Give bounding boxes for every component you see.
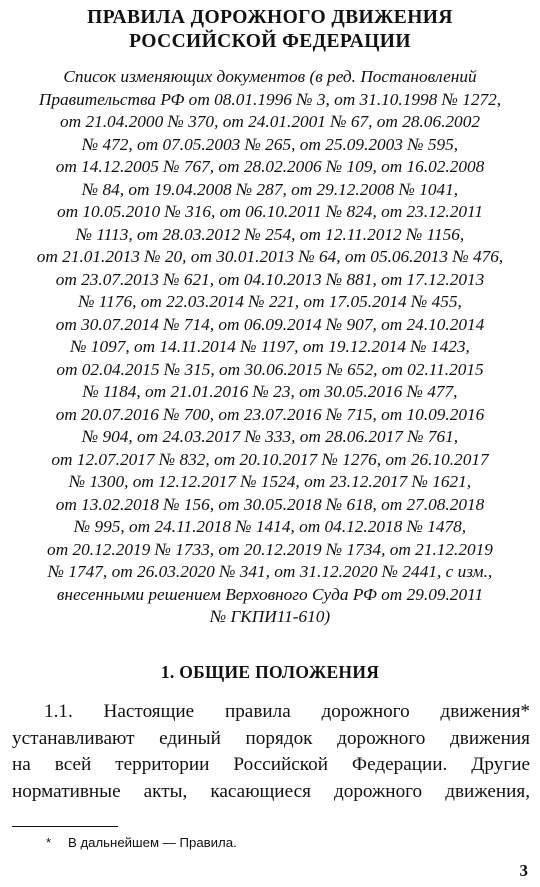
- amendments-line: № 1097, от 14.11.2014 № 1197, от 19.12.2014 № 1423,: [70, 337, 470, 356]
- paragraph-1-1: [12, 699, 530, 805]
- amendments-line: № 1176, от 22.03.2014 № 221, от 17.05.2014 № 455,: [78, 292, 462, 311]
- amendments-line: № 995, от 24.11.2018 № 1414, от 04.12.2018 № 1478,: [73, 517, 467, 536]
- amendments-line: от 21.04.2000 № 370, от 24.01.2001 № 67, от 28.06.2002: [60, 112, 480, 131]
- amendments-line: от 13.02.2018 № 156, от 30.05.2018 № 618, от 27.08.2018: [55, 494, 485, 514]
- amendments-line: от 21.01.2013 № 20, от 30.01.2013 № 64, от 05.06.2013 № 476,: [36, 247, 504, 266]
- document-title-line-2: РОССИЙСКОЙ ФЕДЕРАЦИИ: [129, 31, 411, 52]
- amendments-line: от 23.07.2013 № 621, от 04.10.2013 № 881, от 17.12.2013: [55, 269, 485, 289]
- footnote: [46, 834, 237, 852]
- paragraph-line: устанавливают единый порядок дорожного движения: [12, 727, 530, 749]
- section-heading: 1. ОБЩИЕ ПОЛОЖЕНИЯ: [160, 662, 380, 682]
- paragraph-line: 1.1. Настоящие правила дорожного движения*: [44, 701, 530, 722]
- amendments-line: № 904, от 24.03.2017 № 333, от 28.06.2017 № 761,: [81, 427, 459, 446]
- paragraph-line: на всей территории Российской Федерации. Другие: [12, 754, 530, 775]
- amendments-line: от 12.07.2017 № 832, от 20.10.2017 № 1276, от 26.10.2017: [51, 449, 489, 469]
- paragraph-line: нормативные акты, касающиеся дорожного движения,: [12, 780, 530, 802]
- amendments-list: [8, 66, 532, 629]
- amendments-line: от 02.04.2015 № 315, от 30.06.2015 № 652, от 02.11.2015: [56, 359, 484, 379]
- amendments-line: от 14.12.2005 № 767, от 28.02.2006 № 109, от 16.02.2008: [55, 157, 485, 176]
- document-title-line-1: ПРАВИЛА ДОРОЖНОГО ДВИЖЕНИЯ: [87, 7, 453, 28]
- amendments-line: № 1747, от 26.03.2020 № 341, от 31.12.2020 № 2441, с изм.,: [47, 562, 493, 581]
- footnote-text: В дальнейшем — Правила.: [68, 835, 237, 850]
- footnote-divider: [12, 826, 118, 827]
- amendments-line: № 1300, от 12.12.2017 № 1524, от 23.12.2017 № 1621,: [68, 472, 472, 491]
- amendments-line: внесенными решением Верховного Суда РФ от 29.09.2011: [56, 584, 484, 604]
- amendments-line: № 472, от 07.05.2003 № 265, от 25.09.2003 № 595,: [81, 134, 459, 154]
- footnote-mark: *: [46, 835, 52, 850]
- amendments-line: № 1184, от 21.01.2016 № 23, от 30.05.2016 № 477,: [82, 382, 458, 401]
- amendments-line: Список изменяющих документов (в ред. Постановлений: [63, 67, 477, 86]
- amendments-line: № 1113, от 28.03.2012 № 254, от 12.11.2012 № 1156,: [75, 224, 465, 244]
- page-number: 3: [519, 861, 528, 880]
- amendments-line: Правительства РФ от 08.01.1996 № 3, от 31.10.1998 № 1272,: [38, 89, 502, 109]
- amendments-line: от 20.12.2019 № 1733, от 20.12.2019 № 1734, от 21.12.2019: [47, 539, 493, 559]
- amendments-line: от 30.07.2014 № 714, от 06.09.2014 № 907, от 24.10.2014: [55, 314, 485, 334]
- amendments-line: № 84, от 19.04.2008 № 287, от 29.12.2008 № 1041,: [81, 179, 459, 199]
- amendments-line: от 10.05.2010 № 316, от 06.10.2011 № 824, от 23.12.2011: [56, 202, 484, 221]
- amendments-line: № ГКПИ11-610): [209, 607, 331, 626]
- amendments-line: от 20.07.2016 № 700, от 23.07.2016 № 715, от 10.09.2016: [55, 404, 485, 424]
